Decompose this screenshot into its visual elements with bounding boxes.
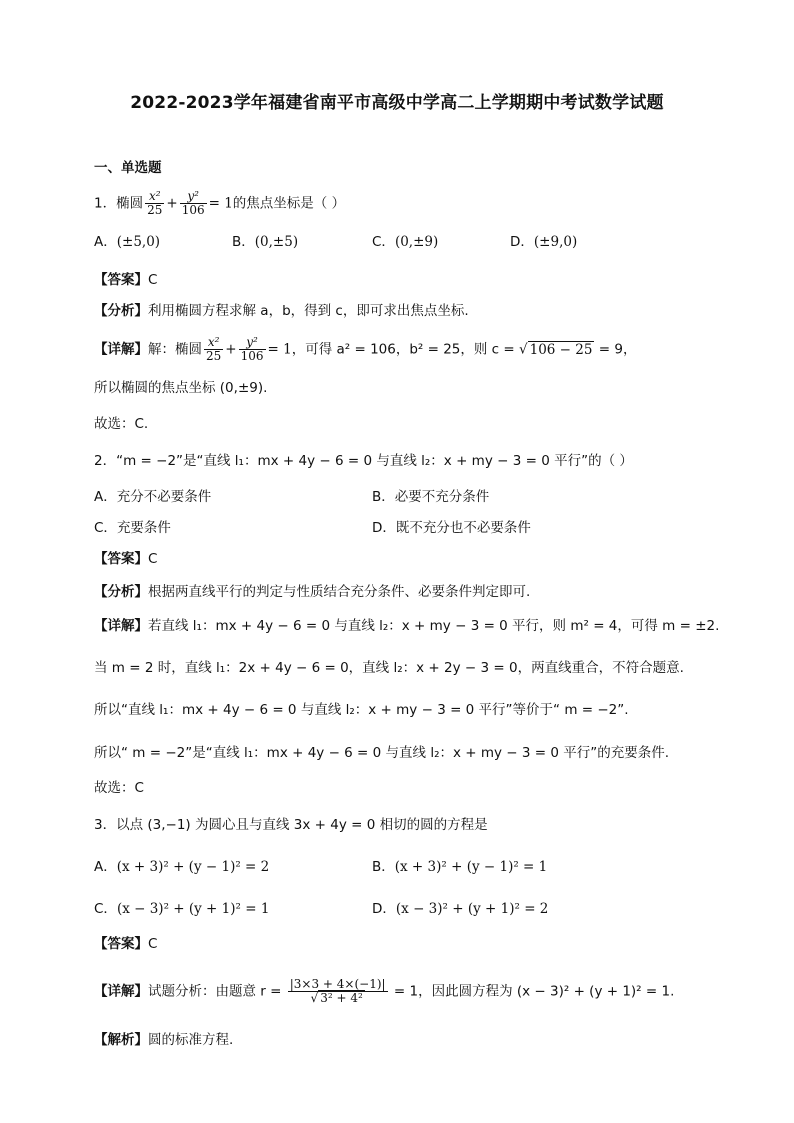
jiexi-label: 【解析】 bbox=[94, 1032, 148, 1048]
option-letter: C． bbox=[94, 520, 117, 536]
detail-text: ，可得 a² = 106，b² = 25，则 c = bbox=[291, 341, 520, 358]
answer-line bbox=[94, 270, 157, 290]
answer-label: 【答案】 bbox=[94, 936, 148, 952]
option-a bbox=[94, 487, 211, 507]
option-b bbox=[232, 232, 298, 252]
stem-text: 椭圆 bbox=[116, 195, 144, 212]
answer-line bbox=[94, 934, 157, 954]
analysis-line bbox=[94, 301, 469, 321]
detail-text: 若直线 l₁：mx + 4y − 6 = 0 与直线 l₂：x + my − 3 = 0 平行，则 m² = 4，可得 m = ±2. bbox=[148, 618, 720, 634]
fraction-numerator: y² bbox=[180, 190, 207, 204]
option-text: (0,±5) bbox=[254, 234, 299, 250]
detail-text: 试题分析：由题意 r = bbox=[148, 983, 286, 1000]
conclusion-line: 所以椭圆的焦点坐标 (0,±9). bbox=[94, 380, 268, 396]
jiexi-text: 圆的标准方程. bbox=[148, 1032, 234, 1048]
detail-line-2: 当 m = 2 时，直线 l₁：2x + 4y − 6 = 0，直线 l₂：x + 2y − 3 = 0，两直线重合，不符合题意. bbox=[94, 660, 684, 676]
sqrt-expression: 3² + 4² bbox=[320, 991, 363, 1005]
question-2-stem: 2．“m = −2”是“直线 l₁：mx + 4y − 6 = 0 与直线 l₂：x + my − 3 = 0 平行”的（ ） bbox=[94, 453, 633, 469]
option-text: (±5,0) bbox=[116, 234, 161, 250]
equation-rhs: = 1 bbox=[208, 195, 233, 212]
fraction bbox=[145, 190, 164, 217]
answer-label: 【答案】 bbox=[94, 272, 148, 288]
option-text: 充要条件 bbox=[116, 520, 171, 536]
question-3-stem: 3．以点 (3,−1) 为圆心且与直线 3x + 4y = 0 相切的圆的方程是 bbox=[94, 817, 488, 833]
option-letter: A． bbox=[94, 489, 117, 505]
option-d bbox=[510, 232, 577, 252]
stem-text: 的焦点坐标是（ ） bbox=[232, 195, 346, 212]
option-letter: B． bbox=[372, 489, 395, 505]
detail-label: 【详解】 bbox=[94, 618, 148, 634]
option-letter: D． bbox=[372, 901, 396, 917]
detail-label: 【详解】 bbox=[94, 983, 148, 1000]
fraction bbox=[239, 336, 266, 363]
fraction-numerator: x² bbox=[204, 336, 223, 350]
fraction bbox=[204, 336, 223, 363]
detail-line bbox=[94, 978, 674, 1005]
option-d bbox=[372, 899, 548, 919]
fraction-denominator: 106 bbox=[240, 349, 264, 363]
detail-line-3: 所以“直线 l₁：mx + 4y − 6 = 0 与直线 l₂：x + my − 3 = 0 平行”等价于“ m = −2”. bbox=[94, 702, 629, 718]
option-c bbox=[372, 232, 438, 252]
answer-label: 【答案】 bbox=[94, 551, 148, 567]
detail-label: 【详解】 bbox=[94, 341, 148, 358]
option-letter: A． bbox=[94, 859, 117, 875]
option-letter: C． bbox=[372, 234, 395, 250]
option-a bbox=[94, 857, 269, 877]
analysis-label: 【分析】 bbox=[94, 584, 148, 600]
fraction-numerator: x² bbox=[145, 190, 164, 204]
analysis-label: 【分析】 bbox=[94, 303, 148, 319]
detail-text: = 1，因此圆方程为 (x − 3)² + (y + 1)² = 1. bbox=[389, 983, 675, 1000]
sqrt-expression: 106 − 25 bbox=[529, 341, 593, 358]
option-letter: B． bbox=[372, 859, 395, 875]
analysis-text: 利用椭圆方程求解 a，b，得到 c，即可求出焦点坐标. bbox=[148, 303, 469, 319]
option-b bbox=[372, 487, 489, 507]
choose-line: 故选：C. bbox=[94, 416, 149, 432]
detail-text: 解：椭圆 bbox=[148, 341, 202, 358]
analysis-line bbox=[94, 582, 530, 602]
fraction-denominator: 25 bbox=[147, 203, 163, 217]
option-letter: A． bbox=[94, 234, 117, 250]
option-text: 既不充分也不必要条件 bbox=[395, 520, 531, 536]
option-letter: D． bbox=[510, 234, 534, 250]
detail-line-4: 所以“ m = −2”是“直线 l₁：mx + 4y − 6 = 0 与直线 l₂：x + my − 3 = 0 平行”的充要条件. bbox=[94, 745, 670, 761]
option-a bbox=[94, 232, 160, 252]
option-text: (x − 3)² + (y + 1)² = 2 bbox=[395, 901, 549, 917]
fraction bbox=[288, 978, 388, 1005]
option-text: 充分不必要条件 bbox=[116, 489, 212, 505]
option-text: (x + 3)² + (y − 1)² = 1 bbox=[394, 859, 548, 875]
option-c bbox=[94, 899, 269, 919]
option-text: (±9,0) bbox=[533, 234, 578, 250]
option-text: 必要不充分条件 bbox=[394, 489, 490, 505]
option-d bbox=[372, 518, 531, 538]
equation-rhs: = 1 bbox=[267, 341, 292, 358]
fraction bbox=[180, 190, 207, 217]
option-text: (x − 3)² + (y + 1)² = 1 bbox=[116, 901, 270, 917]
fraction-denominator: √ 3² + 4² bbox=[310, 991, 363, 1005]
option-letter: B． bbox=[232, 234, 255, 250]
fraction-numerator: |3×3 + 4×(−1)| bbox=[289, 977, 386, 991]
option-c bbox=[94, 518, 171, 538]
question-number: 1． bbox=[94, 195, 117, 212]
option-b bbox=[372, 857, 547, 877]
answer-value: C bbox=[148, 936, 158, 952]
section-heading: 一、单选题 bbox=[94, 160, 162, 176]
answer-line bbox=[94, 549, 157, 569]
detail-text: = 9， bbox=[594, 341, 637, 358]
option-text: (x + 3)² + (y − 1)² = 2 bbox=[116, 859, 270, 875]
answer-value: C bbox=[148, 551, 158, 567]
question-1-stem: 1．椭圆 $\frac{\text{x²}}{25}$ + $\frac{\text{y²}}{106}$ = 1的焦点坐标是（ ） bbox=[94, 189, 346, 217]
detail-line: 【详解】解：椭圆 $\frac{\text{x²}}{25}$ + $\frac{\text{y²}}{106}$ = 1，可得 a² = 106，b² = 25，则 c = √ 106 − 25 = 9， bbox=[94, 335, 637, 363]
detail-line bbox=[94, 616, 719, 636]
fraction-denominator: 106 bbox=[181, 203, 205, 217]
fraction-numerator: y² bbox=[239, 336, 266, 350]
option-letter: D． bbox=[372, 520, 396, 536]
analysis-text: 根据两直线平行的判定与性质结合充分条件、必要条件判定即可. bbox=[148, 584, 531, 600]
option-text: (0,±9) bbox=[394, 234, 439, 250]
option-letter: C． bbox=[94, 901, 117, 917]
jiexi-line bbox=[94, 1030, 233, 1050]
page-title: 2022-2023学年福建省南平市高级中学高二上学期期中考试数学试题 bbox=[130, 93, 664, 113]
fraction-denominator: 25 bbox=[206, 349, 222, 363]
choose-line: 故选：C bbox=[94, 780, 144, 796]
answer-value: C bbox=[148, 272, 158, 288]
